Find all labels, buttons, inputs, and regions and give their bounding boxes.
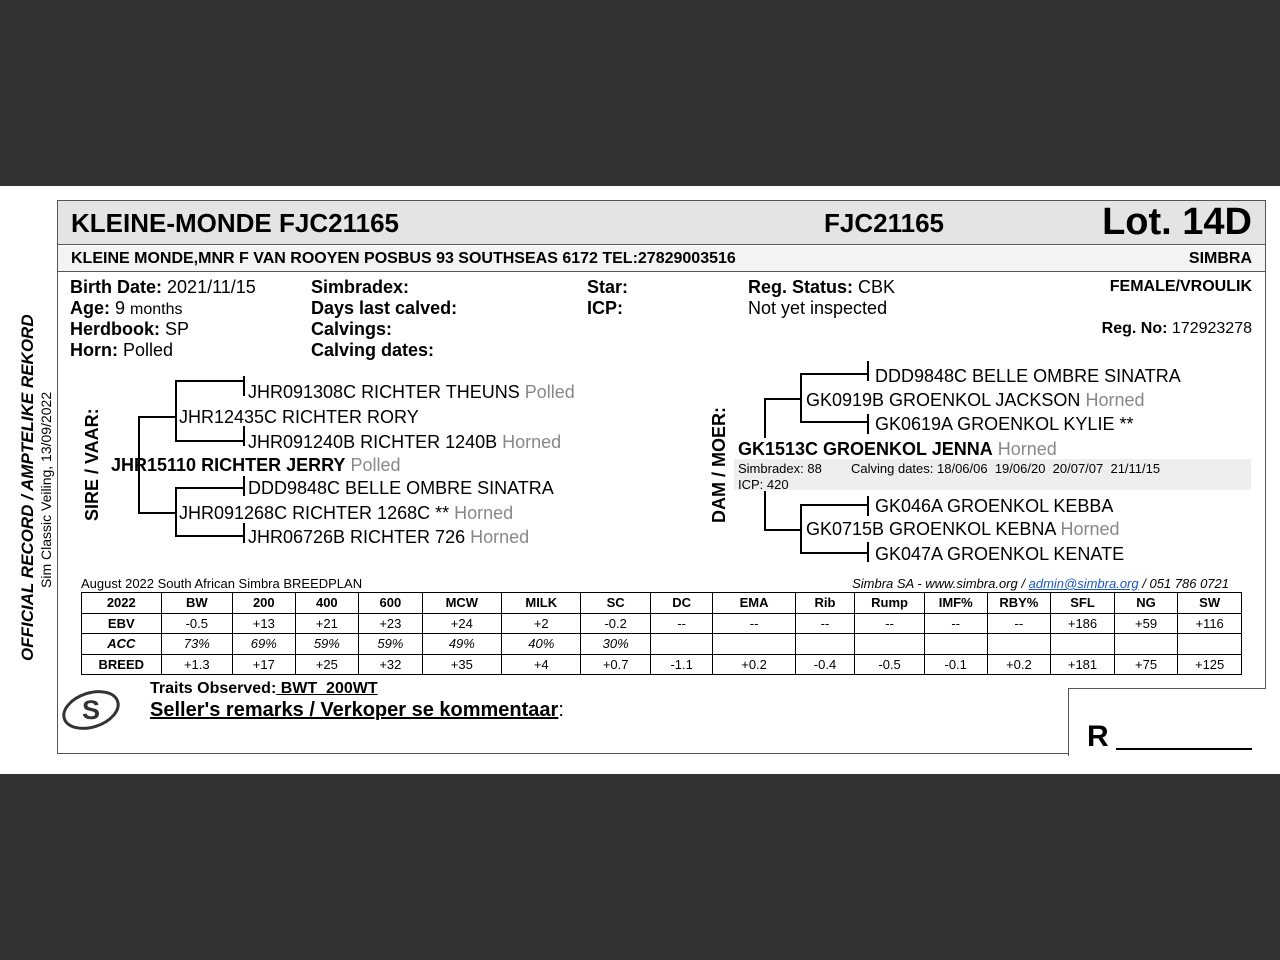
ss-bracket [175,380,177,440]
ebv-cell: -- [713,613,795,634]
ebv-cell: +125 [1178,654,1242,675]
ebv-cell: 59% [359,634,423,655]
ebv-cell [650,634,713,655]
dam-name: GK1513C GROENKOL JENNA [738,439,993,459]
ebv-row-label: ACC [82,634,162,655]
calvings-label: Calvings: [311,319,393,339]
sire-label: SIRE / VAAR: [82,408,102,521]
sd-horn: Horned [454,503,514,523]
ebv-cell: 73% [161,634,232,655]
sdd-horn: Horned [470,527,530,547]
sd-bracket [175,487,177,535]
sdd-tick [243,523,245,543]
ebv-header-cell: MILK [502,593,581,614]
ebv-cell [1051,634,1115,655]
ds-horn: Horned [1085,390,1145,410]
ebv-cell: +32 [359,654,423,675]
sire-sire-dam [248,432,561,453]
ebv-cell: -0.5 [161,613,232,634]
sire-bracket-bottom [138,512,175,514]
ebv-table [81,592,1242,675]
dd-bracket [800,504,802,552]
calving-dates-label: Calving dates: [311,340,435,360]
birth-date-value: 2021/11/15 [167,277,256,297]
dam-sire-sire: DDD9848C BELLE OMBRE SINATRA [875,366,1181,386]
official-record-label: OFFICIAL RECORD / AMPTELIKE REKORD [18,314,37,661]
sire-horn: Polled [350,455,401,475]
ssd-name: JHR091240B RICHTER 1240B [248,432,498,452]
reg-no [1102,320,1252,338]
ebv-cell [1178,634,1242,655]
ebv-cell [713,634,795,655]
dsd-tick [867,414,869,434]
sire-sire-sire [248,382,575,403]
ebv-cell: 30% [581,634,650,655]
sex-label: FEMALE/VROULIK [1109,278,1252,295]
ebv-header-cell: 600 [359,593,423,614]
ebv-cell [855,634,925,655]
ebv-cell: +59 [1114,613,1177,634]
ebv-row-acc [82,634,1242,655]
dd-bracket-top [800,504,867,506]
traits-label: Traits Observed: [150,680,277,697]
ebv-cell: +181 [1051,654,1115,675]
ebv-cell: +0.2 [713,654,795,675]
ebv-cell: -- [795,613,855,634]
ebv-row-ebv [82,613,1242,634]
ebv-cell [987,634,1051,655]
ebv-row-breed [82,654,1242,675]
horn [70,340,173,361]
dam-bracket-bottom [764,529,802,531]
ds-bracket [800,373,802,421]
ebv-row-label: BREED [82,654,162,675]
ebv-cell: +25 [295,654,359,675]
dds-tick [867,496,869,516]
ebv-header-cell: SC [581,593,650,614]
dss-tick [867,361,869,381]
ebv-cell [1114,634,1177,655]
dam-icp: ICP: 420 [738,477,789,492]
ebv-header-cell: IMF% [924,593,987,614]
dam-bracket-top [764,398,802,400]
catalogue-card [0,186,1280,774]
ssd-tick [243,426,245,446]
dam-horn: Horned [997,439,1057,459]
ebv-header-cell: MCW [422,593,501,614]
ebv-cell: -- [987,613,1051,634]
ebv-header-row [82,593,1242,614]
ebv-cell: -- [650,613,713,634]
ebv-header-cell: NG [1114,593,1177,614]
ebv-cell: +0.2 [987,654,1051,675]
ebv-cell: -0.2 [581,613,650,634]
ebv-cell: -1.1 [650,654,713,675]
animal-code: FJC21165 [824,208,944,238]
sire-dam [179,503,513,524]
ddd-tick [867,542,869,562]
simbradex-label: Simbradex: [311,277,410,297]
dam-dam-dam: GK047A GROENKOL KENATE [875,544,1125,564]
price-line[interactable] [1116,748,1252,750]
dam-sire [806,390,1145,411]
sss-horn: Polled [524,382,575,402]
dam-label: DAM / MOER: [709,407,729,523]
breedplan-caption: August 2022 South African Simbra BREEDPLAN [81,576,363,591]
ebv-header-cell: RBY% [987,593,1051,614]
contact-phone: / 051 786 0721 [1142,576,1229,591]
seller-remarks [150,699,564,722]
ebv-cell [924,634,987,655]
ssd-horn: Horned [502,432,562,452]
sss-tick [243,376,245,396]
horn-label: Horn: [70,340,118,360]
age-value: 9 [115,298,126,318]
breed-name: SIMBRA [1188,250,1252,267]
ebv-cell: +24 [422,613,501,634]
sss-name: JHR091308C RICHTER THEUNS [248,382,520,402]
star-label: Star: [587,277,629,297]
seller-remarks-label: Seller's remarks / Verkoper se kommentaar [150,699,559,721]
contact-prefix: Simbra SA - www.simbra.org / [852,576,1025,591]
contact-email-link[interactable]: admin@simbra.org [1028,576,1139,591]
dam-bracket-upper [764,398,766,438]
age-unit: months [130,301,183,318]
price-label: R [1087,720,1109,753]
reg-status-label: Reg. Status: [748,277,854,297]
sire-dam-sire: DDD9848C BELLE OMBRE SINATRA [248,478,554,498]
sire-name: JHR15110 RICHTER JERRY [111,455,346,475]
ebv-header-cell: 2022 [82,593,162,614]
dd-name: GK0715B GROENKOL KEBNA [806,519,1056,539]
simbra-contact [852,576,1229,591]
dam-calving-dates: Calving dates: 18/06/06 19/06/20 20/07/07 21/11/15 [851,461,1161,476]
ebv-header-cell: EMA [713,593,795,614]
ebv-cell: 59% [295,634,359,655]
dam-simbradex: Simbradex: 88 [738,461,822,476]
animal-name: KLEINE-MONDE FJC21165 [71,208,399,238]
reg-status [748,277,895,298]
dam [738,439,1057,460]
sdd-name: JHR06726B RICHTER 726 [248,527,466,547]
reg-no-value: 172923278 [1171,320,1252,337]
ebv-cell: +1.3 [161,654,232,675]
ebv-cell: +4 [502,654,581,675]
dam-bracket-lower [764,491,766,529]
ebv-row-label: EBV [82,613,162,634]
lot-number: Lot. 14D [1102,201,1252,243]
ds-name: GK0919B GROENKOL JACKSON [806,390,1081,410]
icp-label: ICP: [587,298,623,318]
ebv-header-cell: Rump [855,593,925,614]
owner-details: KLEINE MONDE,MNR F VAN ROOYEN POSBUS 93 SOUTHSEAS 6172 TEL:27829003516 [71,250,736,267]
ebv-cell: -- [855,613,925,634]
birth-date-label: Birth Date: [70,277,163,297]
ebv-cell: +116 [1178,613,1242,634]
ebv-cell: -0.5 [855,654,925,675]
reg-no-label: Reg. No: [1101,320,1168,337]
simbra-logo [58,688,124,732]
seller-remarks-colon: : [558,699,564,721]
ebv-cell: +13 [233,613,296,634]
ebv-cell: +23 [359,613,423,634]
ebv-header-cell: DC [650,593,713,614]
simbra-logo-icon [58,688,124,732]
dd-horn: Horned [1060,519,1120,539]
sds-tick [243,476,245,496]
herdbook [70,319,189,340]
ebv-cell: +17 [233,654,296,675]
sd-bracket-top [175,487,243,489]
herdbook-label: Herdbook: [70,319,160,339]
ebv-cell: +35 [422,654,501,675]
ebv-cell: -- [924,613,987,634]
sd-bracket-bottom [175,535,243,537]
ebv-cell: +186 [1051,613,1115,634]
ebv-header-cell: BW [161,593,232,614]
ebv-cell: +21 [295,613,359,634]
ebv-cell [795,634,855,655]
ds-bracket-bottom [800,421,867,423]
ebv-header-cell: SW [1178,593,1242,614]
traits-observed [150,680,378,698]
reg-status-value: CBK [858,277,896,297]
ebv-cell: 40% [502,634,581,655]
dam-sire-dam: GK0619A GROENKOL KYLIE ** [875,414,1134,434]
ebv-header-cell: 200 [233,593,296,614]
dd-bracket-bottom [800,552,867,554]
ebv-cell: +2 [502,613,581,634]
ebv-cell: 49% [422,634,501,655]
traits-value: BWT 200WT [276,680,378,697]
sire-sire: JHR12435C RICHTER RORY [179,407,419,427]
birth-date [70,277,256,298]
ss-bracket-top [175,380,243,382]
logo-letter: S [81,695,101,725]
ebv-header-cell: Rib [795,593,855,614]
age-label: Age: [70,298,110,318]
ebv-cell: -0.1 [924,654,987,675]
dam-dam-sire: GK046A GROENKOL KEBBA [875,496,1114,516]
horn-value: Polled [123,340,174,360]
inspection-status: Not yet inspected [748,298,888,318]
ebv-cell: +0.7 [581,654,650,675]
ss-bracket-bottom [175,440,243,442]
dam-dam [806,519,1120,540]
ds-bracket-top [800,373,867,375]
sale-label: Sim Classic Veiling, 13/09/2022 [38,391,54,588]
ebv-header-cell: 400 [295,593,359,614]
sire-bracket-top [138,416,175,418]
herdbook-value: SP [165,319,190,339]
days-last-calved-label: Days last calved: [311,298,458,318]
sd-name: JHR091268C RICHTER 1268C ** [179,503,450,523]
ebv-cell: -0.4 [795,654,855,675]
ebv-cell: 69% [233,634,296,655]
ebv-header-cell: SFL [1051,593,1115,614]
sire-dam-dam [248,527,529,548]
ebv-cell: +75 [1114,654,1177,675]
sire [111,455,400,476]
age [70,298,183,319]
